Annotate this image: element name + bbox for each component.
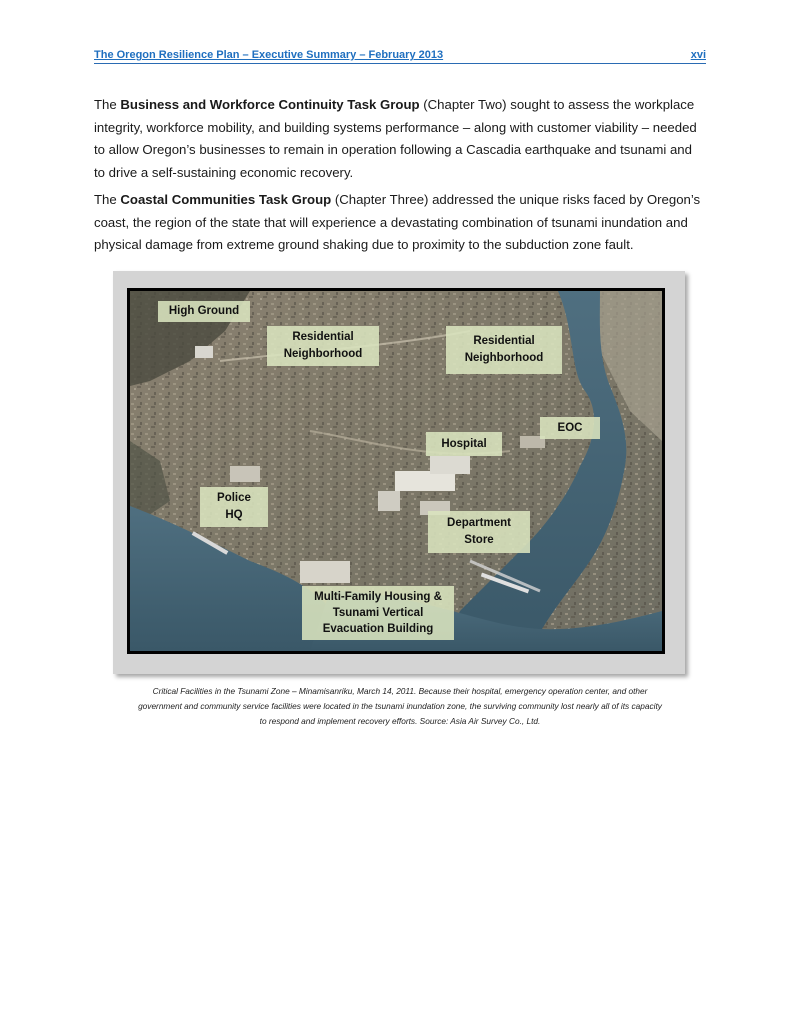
task-group-name: Coastal Communities Task Group — [120, 192, 332, 207]
figure-frame — [113, 271, 685, 674]
label-high-ground: High Ground — [158, 301, 250, 322]
label-hospital: Hospital — [426, 432, 502, 456]
label-residential-neighborhood-1: Residential Neighborhood — [267, 326, 379, 366]
paragraph-coastal-communities — [94, 189, 706, 257]
paragraph-prefix: The — [94, 192, 121, 207]
header-title: The Oregon Resilience Plan – Executive Summary – February 2013 — [94, 49, 444, 61]
label-department-store: Department Store — [428, 511, 530, 553]
paragraph-business-workforce — [94, 94, 706, 184]
paragraph-text: (Chapter Two) sought to assess the workplace integrity, workforce mobility, and building systems performance – along with customer viability – needed to allow Oregon’s businesses to remain in operation following a Cascadia earthquake and tsunami and to drive a self-sustaining economic recovery. — [94, 97, 697, 180]
page-header — [94, 49, 706, 64]
caption-line: Critical Facilities in the Tsunami Zone – Minamisanriku, March 14, 2011. Because their hospital, emergency operation center, and other — [152, 686, 648, 696]
label-residential-neighborhood-2: Residential Neighborhood — [446, 326, 562, 374]
label-eoc: EOC — [540, 417, 600, 439]
caption-line: to respond and implement recovery efforts. Source: Asia Air Survey Co., Ltd. — [259, 716, 541, 726]
paragraph-prefix: The — [94, 97, 121, 112]
aerial-photo — [127, 288, 665, 654]
label-multifamily-housing: Multi-Family Housing & Tsunami Vertical Evacuation Building — [302, 586, 454, 640]
figure-caption — [90, 684, 710, 729]
task-group-name: Business and Workforce Continuity Task Group — [120, 97, 420, 112]
page-number: xvi — [690, 49, 706, 61]
caption-line: government and community service facilities were located in the tsunami inundation zone, the surviving community lost nearly all of its capacity — [138, 701, 662, 711]
paragraph-text: (Chapter Three) addressed the unique risks faced by Oregon’s coast, the region of the state that will experience a devastating combination of tsunami inundation and physical damage from extreme ground shaking due to proximity to the subduction zone fault. — [94, 192, 701, 252]
label-police-hq: Police HQ — [200, 487, 268, 527]
